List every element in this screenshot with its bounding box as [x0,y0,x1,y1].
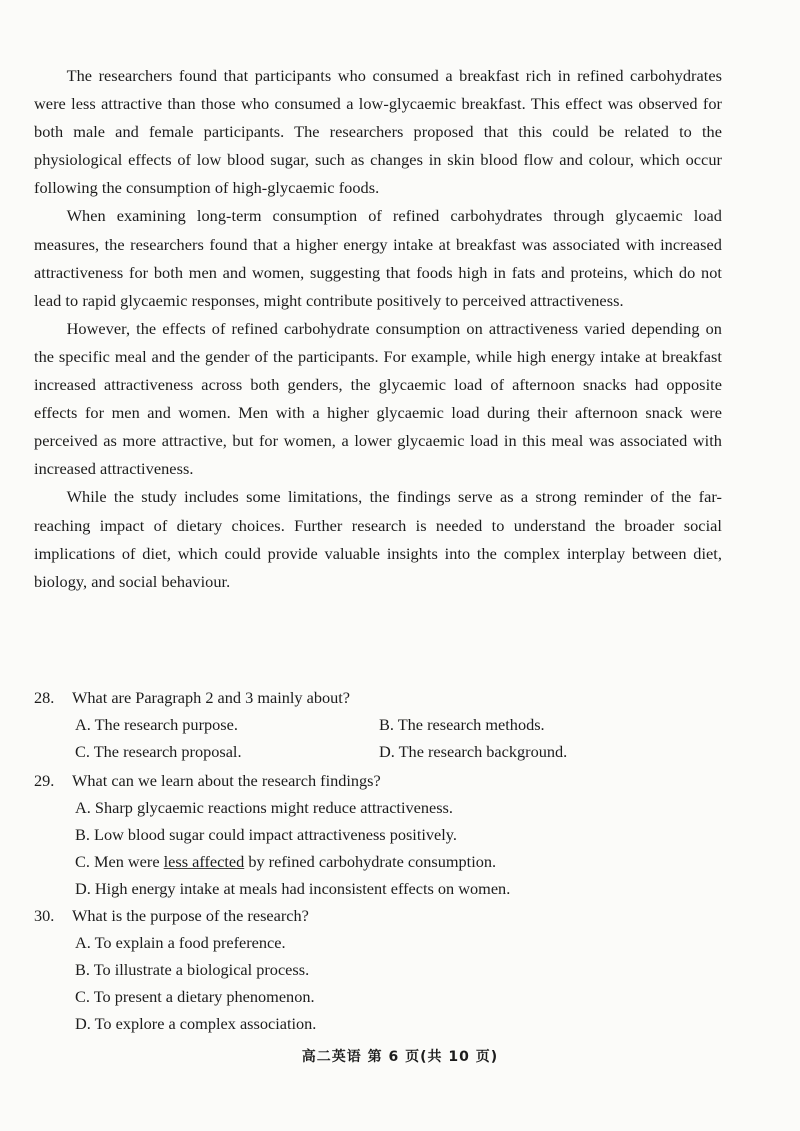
question-29 [34,767,734,902]
paragraph-2: When examining long-term consumption of refined carbohydrates through glycaemic load measures, the researchers found that a higher energy intake at breakfast was associated with increased attractiveness for both men and women, suggesting that foods high in fats and proteins, which do not lead to rapid glycaemic responses, might contribute positively to perceived attractiveness. [34,206,722,310]
paragraph-4: While the study includes some limitations, the findings serve as a strong reminder of the far-reaching impact of dietary choices. Further research is needed to understand the broader social implications of diet, which could provide valuable insights into the complex interplay between diet, biology, and social behaviour. [34,487,722,591]
question-text: What are Paragraph 2 and 3 mainly about? [72,688,351,707]
question-number: 28. [34,688,55,707]
paragraph-3: However, the effects of refined carbohydrate consumption on attractiveness varied depending on the specific meal and the gender of the participants. For example, while high energy intake at breakfast increased attractiveness across both genders, the glycaemic load of afternoon snacks had opposite effects for men and women. Men with a higher glycaemic load during their afternoon snack were perceived as more attractive, but for women, a lower glycaemic load in this meal was associated with increased attractiveness. [34,318,722,479]
option-row [34,738,734,765]
question-28 [34,684,734,765]
option-c-suffix: by refined carbohydrate consumption. [244,852,497,871]
option-d[interactable]: D. High energy intake at meals had inconsistent effects on women. [75,879,511,898]
option-b[interactable]: B. The research methods. [379,715,545,734]
option-b[interactable]: B. To illustrate a biological process. [75,960,310,979]
option-c-prefix: C. Men were [75,852,164,871]
question-stem [34,902,734,929]
question-stem [34,684,734,711]
option-row [34,711,734,738]
question-stem [34,767,734,794]
question-number: 29. [34,771,55,790]
question-text: What can we learn about the research findings? [72,771,381,790]
option-d[interactable]: D. The research background. [379,742,568,761]
question-30 [34,902,734,1037]
paragraph-1: The researchers found that participants who consumed a breakfast rich in refined carbohydrates were less attractive than those who consumed a low-glycaemic breakfast. This effect was observed for both male and female participants. The researchers proposed that this could be related to the physiological effects of low blood sugar, such as changes in skin blood flow and colour, which occur following the consumption of high-glycaemic foods. [34,66,722,198]
option-c[interactable]: C. To present a dietary phenomenon. [75,987,315,1006]
option-c[interactable] [34,848,734,875]
page-footer: 高二英语 第 6 页(共 10 页) [301,1049,499,1065]
passage [34,62,722,596]
option-b[interactable]: B. Low blood sugar could impact attractiveness positively. [75,825,457,844]
handwritten-underline-mark: less affected [163,852,245,871]
option-a[interactable]: A. The research purpose. [75,715,238,734]
option-a[interactable]: A. To explain a food preference. [75,933,286,952]
question-number: 30. [34,906,55,925]
question-text: What is the purpose of the research? [72,906,309,925]
option-d[interactable]: D. To explore a complex association. [75,1014,317,1033]
option-a[interactable]: A. Sharp glycaemic reactions might reduce attractiveness. [75,798,453,817]
option-c[interactable]: C. The research proposal. [75,742,242,761]
